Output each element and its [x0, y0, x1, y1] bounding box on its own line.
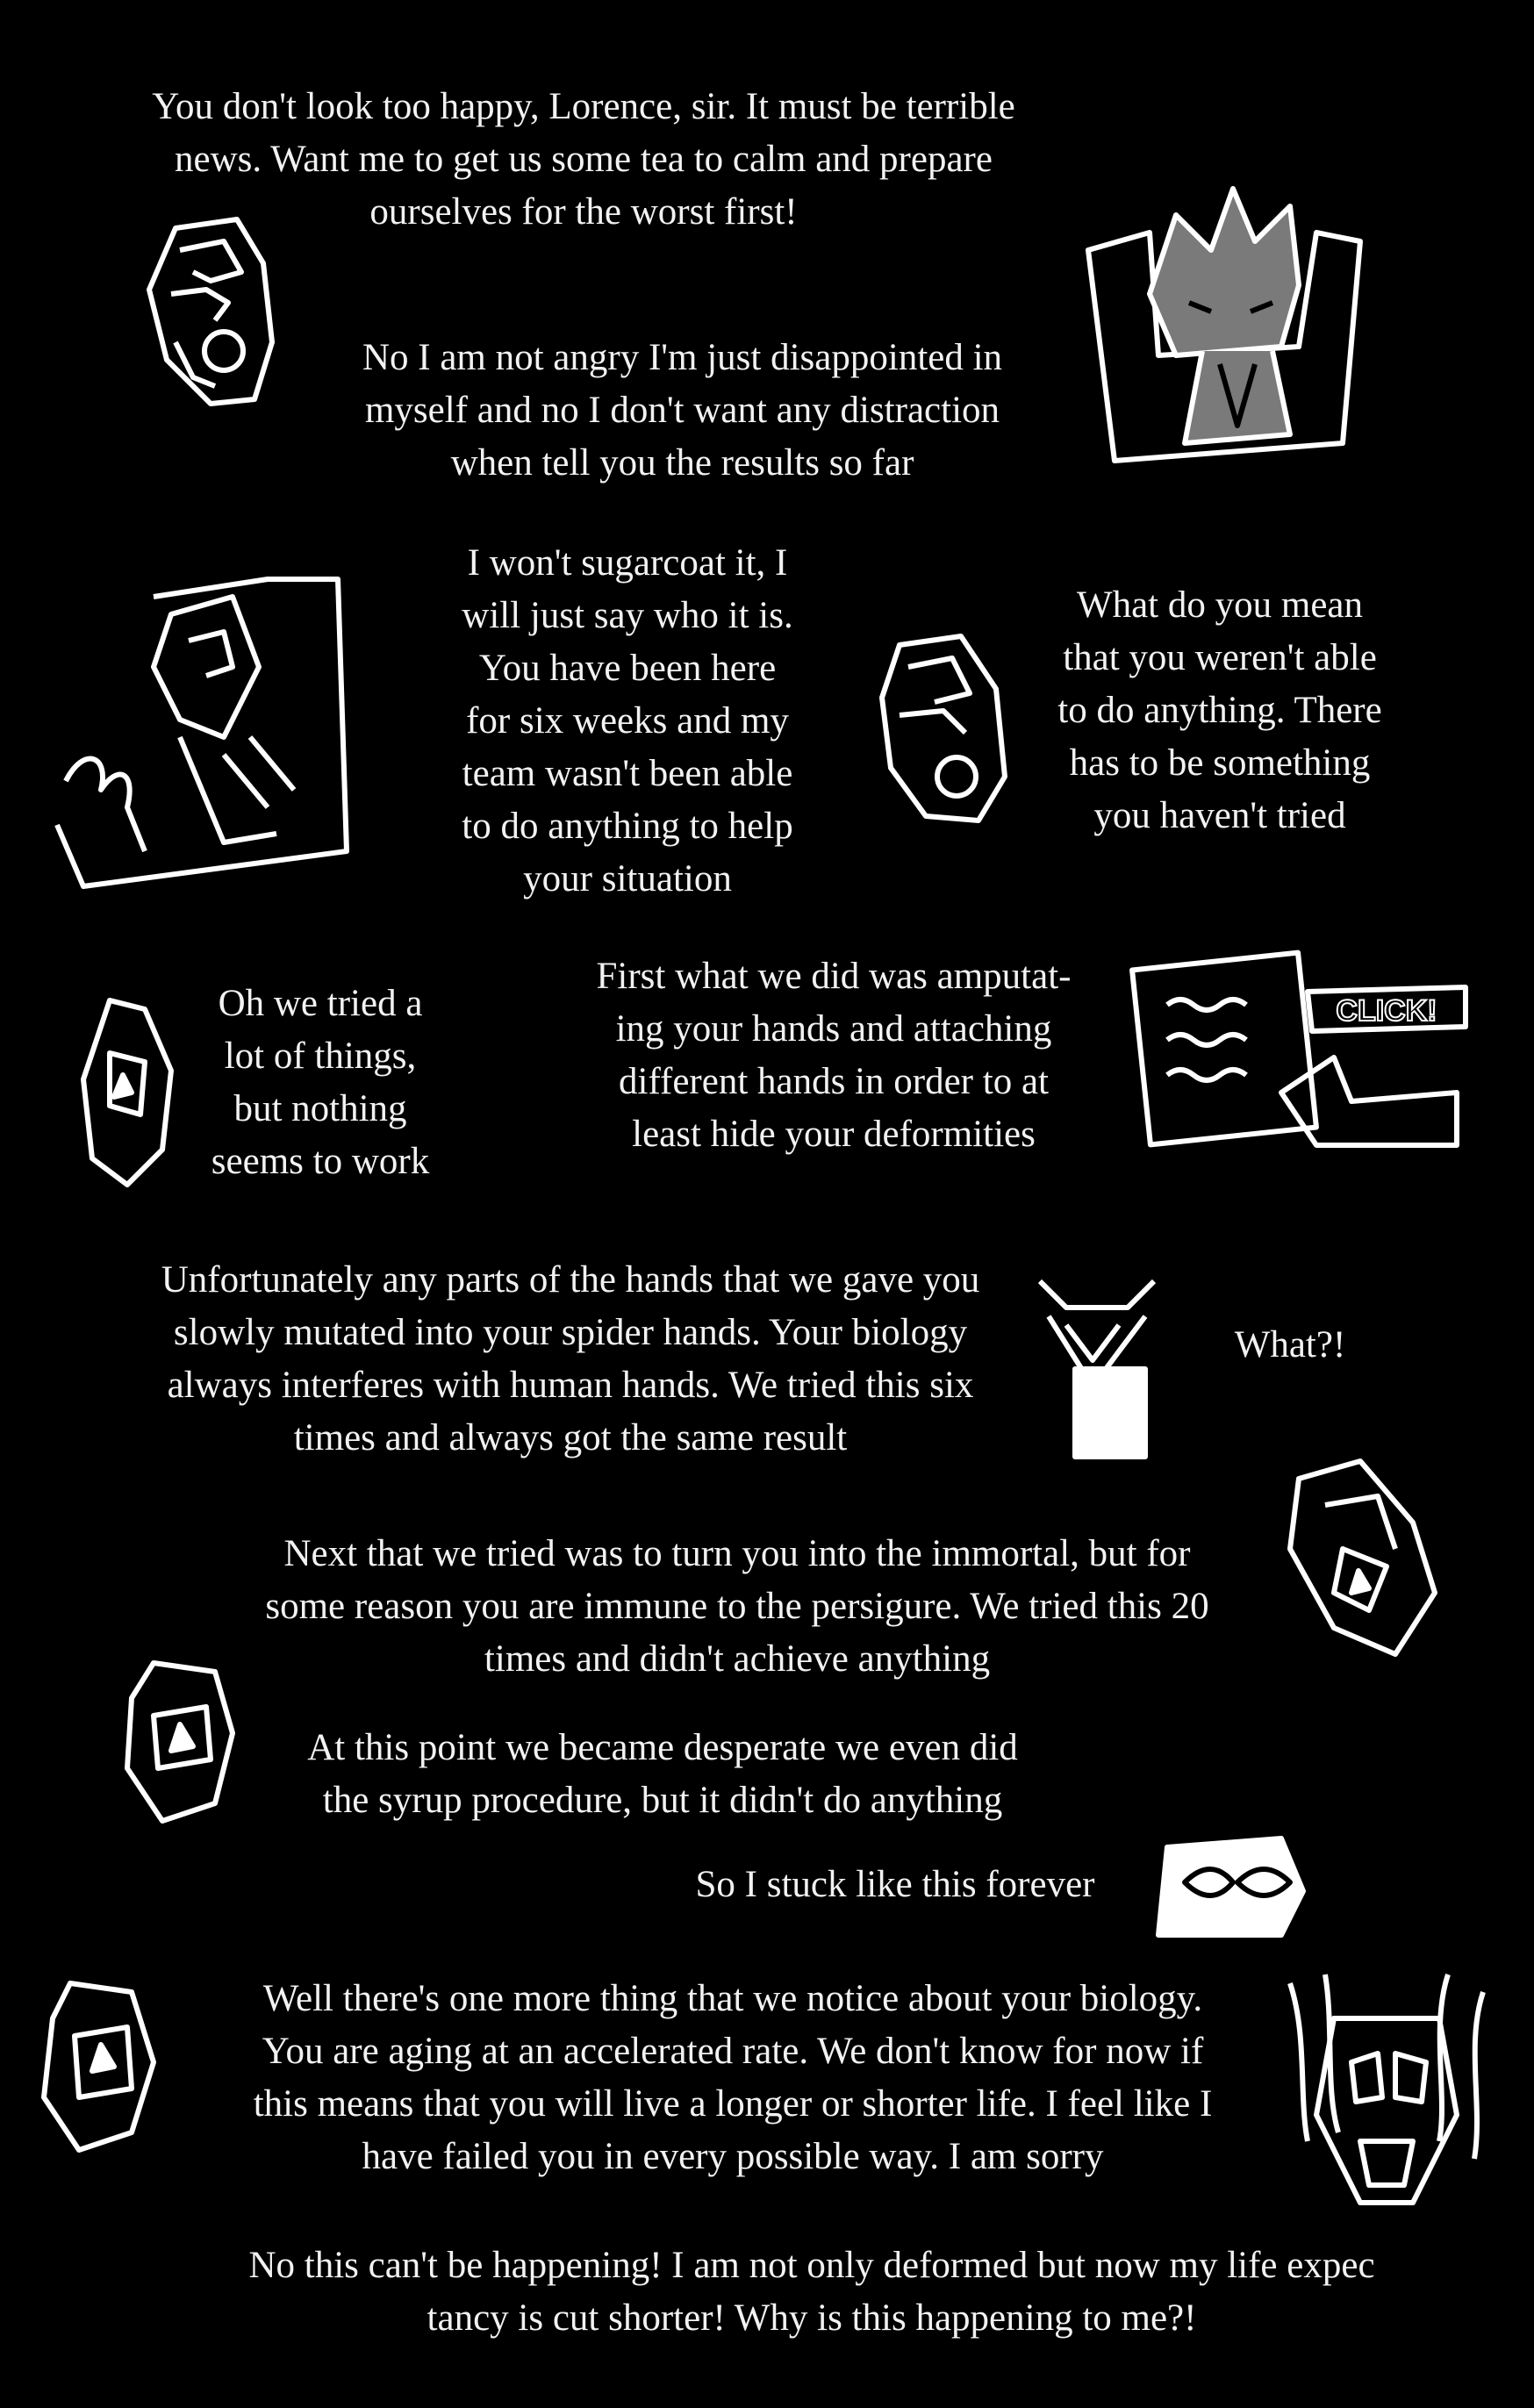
figure-holding-paper-icon	[1031, 1272, 1163, 1466]
click-sfx: CLICK!	[1336, 994, 1437, 1028]
mask-icon	[118, 1654, 241, 1830]
dialogue-line-2: No I am not angry I'm just disappointed in myself and no I don't want any distraction when tell you the results so far	[362, 337, 1003, 484]
mask-icon	[75, 992, 180, 1193]
hand-raised-figure-icon	[48, 562, 408, 904]
dialogue-line-11: So I stuck like this forever	[695, 1864, 1095, 1905]
dialogue-line-7: Unfortunately any parts of the hands that we gave you slowly mutated into your spider hands. Your biology always interferes with human hands. We tried this six times and always got the same result	[161, 1259, 980, 1458]
mask-icon	[140, 211, 281, 412]
dialogue-line-9: Next that we tried was to turn you into the immortal, but for some reason you are immune to the persigure. We tried this 20 times and didn't achieve anything	[265, 1533, 1209, 1680]
dialogue-line-3: I won't sugarcoat it, I will just say who it is. You have been here for six weeks and my team wasn't been able to do anything to help your situation	[462, 542, 793, 899]
dialogue-line-6: First what we did was amputat- ing your hands and attaching different hands in order to at least hide your deformities	[596, 956, 1072, 1155]
computer-icon	[1123, 943, 1474, 1158]
anguished-figure-icon	[1272, 1966, 1501, 2220]
face-icon	[1150, 1830, 1308, 1944]
dialogue-line-4: What do you mean that you weren't able to do anything. There has to be something you haven't tried	[1057, 584, 1382, 836]
dialogue-line-1: You don't look too happy, Lorence, sir. It must be terrible news. Want me to get us some tea to calm and prepare ourselves for the worst first!	[152, 86, 1015, 233]
dialogue-line-12: Well there's one more thing that we notice about your biology. You are aging at an accelerated rate. We don't know for now if this means that you will live a longer or shorter life. I feel like I have failed you in every possible way. I am sorry	[253, 1978, 1213, 2177]
dialogue-line-10: At this point we became desperate we even did the syrup procedure, but it didn't do anything	[307, 1727, 1018, 1821]
dialogue-line-8: What?!	[1234, 1324, 1346, 1365]
doctor-portrait-icon	[1079, 180, 1369, 474]
dialogue-line-13: No this can't be happening! I am not only deformed but now my life expec tancy is cut shorter! Why is this happening to me?!	[248, 2245, 1375, 2339]
mask-icon	[35, 1974, 162, 2159]
dialogue-line-5: Oh we tried a lot of things, but nothing seems to work	[211, 983, 430, 1182]
mask-icon	[873, 627, 1014, 829]
mask-icon	[1281, 1452, 1444, 1663]
